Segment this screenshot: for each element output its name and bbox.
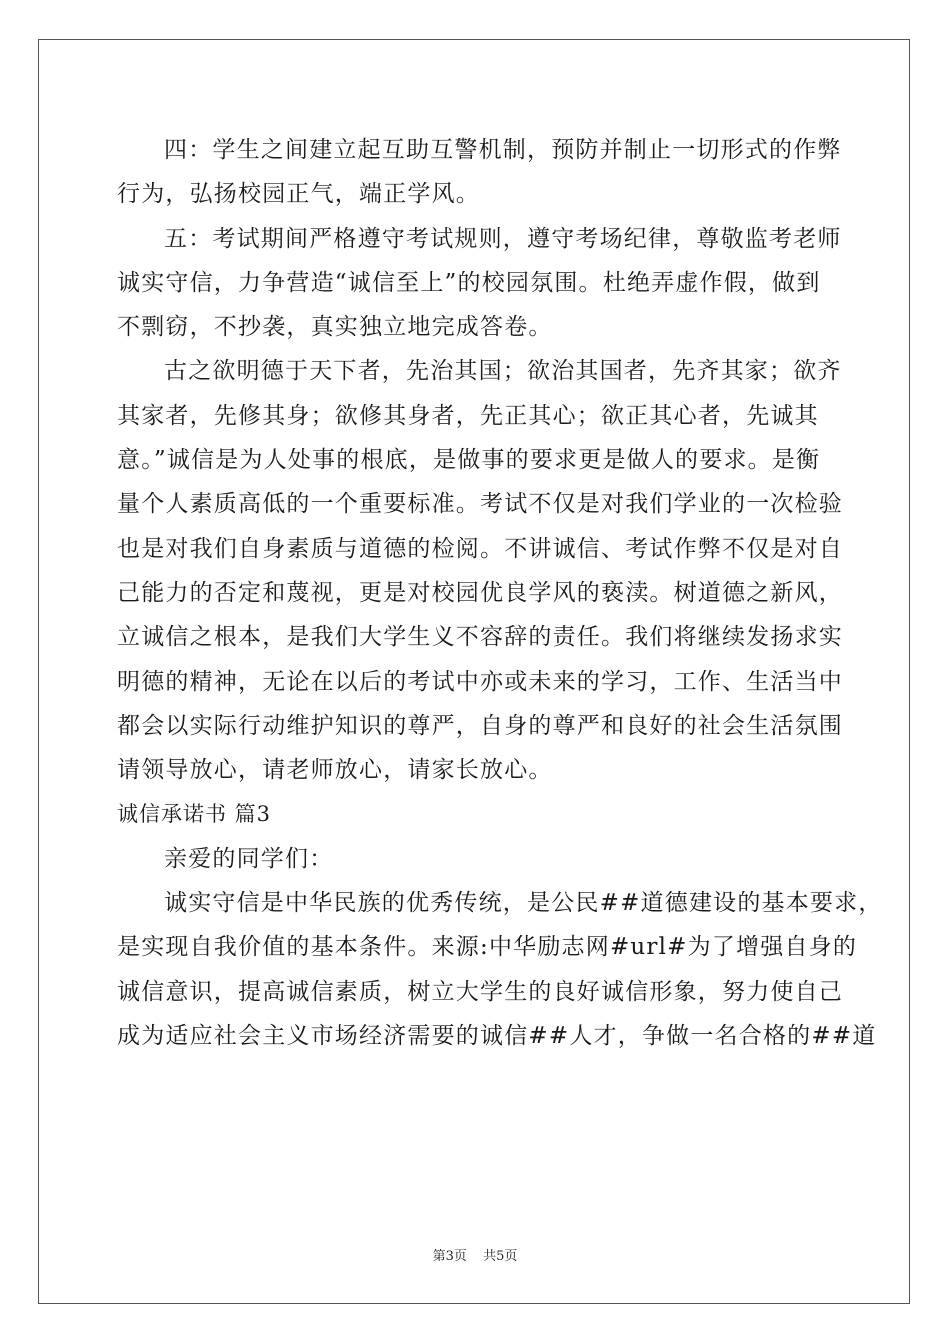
page-footer	[0, 1245, 950, 1264]
text-line: 明德的精神，无论在以后的考试中亦或未来的学习，工作、生活当中	[117, 668, 843, 695]
text-line: 五：考试期间严格遵守考试规则，遵守考场纪律，尊敬监考老师	[164, 225, 842, 252]
document-body	[117, 128, 883, 1058]
text-line: 诚实守信是中华民族的优秀传统，是公民##道德建设的基本要求，	[164, 890, 883, 917]
text-line: 亲爱的同学们：	[164, 845, 334, 872]
text-line: 意。”诚信是为人处事的根底，是做事的要求更是做人的要求。是衡	[117, 447, 821, 474]
text-line: 量个人素质高低的一个重要标准。考试不仅是对我们学业的一次检验	[117, 491, 843, 518]
text-line: 古之欲明德于天下者，先治其国；欲治其国者，先齐其家；欲齐	[164, 358, 842, 385]
text-line: 也是对我们自身素质与道德的检阅。不讲诚信、考试作弊不仅是对自	[117, 535, 843, 562]
text-line: 是实现自我价值的基本条件。来源:中华励志网#url#为了增强自身的	[117, 934, 858, 961]
text-line: 四：学生之间建立起互助互警机制，预防并制止一切形式的作弊	[164, 137, 842, 163]
text-line: 不剽窃，不抄袭，真实独立地完成答卷。	[117, 314, 553, 341]
page-number: 第3页	[432, 1249, 467, 1264]
text-line: 己能力的否定和蔑视，更是对校园优良学风的亵渎。树道德之新风，	[117, 579, 843, 606]
text-line: 其家者，先修其身；欲修其身者，先正其心；欲正其心者，先诚其	[117, 402, 819, 429]
text-line: 请领导放心，请老师放心，请家长放心。	[117, 757, 553, 784]
page-total: 共5页	[483, 1249, 518, 1264]
section-heading: 诚信承诺书 篇3	[117, 802, 272, 827]
text-line: 行为，弘扬校园正气，端正学风。	[117, 181, 480, 208]
text-line: 立诚信之根本，是我们大学生义不容辞的责任。我们将继续发扬求实	[117, 624, 843, 651]
text-line: 诚信意识，提高诚信素质，树立大学生的良好诚信形象，努力使自己	[117, 978, 843, 1005]
text-line: 诚实守信，力争营造“诚信至上”的校园氛围。杜绝弄虚作假，做到	[117, 269, 821, 296]
text-line: 都会以实际行动维护知识的尊严，自身的尊严和良好的社会生活氛围	[117, 712, 843, 739]
text-line: 成为适应社会主义市场经济需要的诚信##人才，争做一名合格的##道	[117, 1022, 877, 1049]
